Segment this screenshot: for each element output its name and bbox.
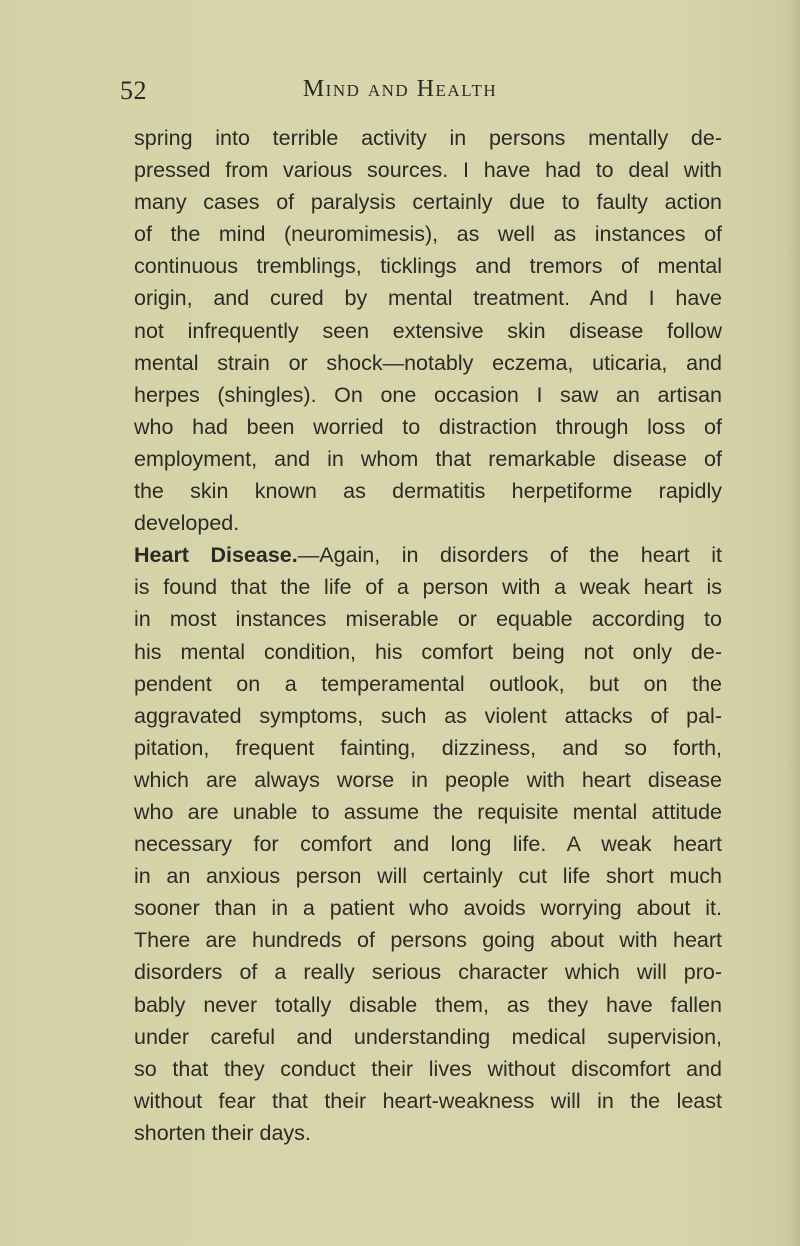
text-line: so that they conduct their lives without discomfort and (134, 1056, 722, 1081)
text-line: continuous tremblings, ticklings and tremors of mental (134, 254, 722, 279)
text-line: bably never totally disable them, as they have fallen (134, 992, 722, 1017)
text-line: in most instances miserable or equable according to (134, 607, 722, 632)
text-line: under careful and understanding medical supervision, (134, 1024, 722, 1049)
section-sidehead: Heart Disease. (134, 543, 298, 568)
page-number: 52 (120, 76, 147, 105)
text-line: which are always worse in people with heart disease (134, 767, 722, 792)
body-text (134, 122, 722, 1149)
text-line: who had been worried to distraction through loss of (134, 414, 722, 439)
text-line: pressed from various sources. I have had to deal with (134, 158, 722, 183)
running-head: Mind and Health (302, 76, 498, 102)
paragraph-2 (134, 539, 722, 1149)
text-line: necessary for comfort and long life. A weak heart (134, 832, 722, 857)
text-line: many cases of paralysis certainly due to faulty action (134, 190, 722, 215)
text-line: of the mind (neuromimesis), as well as instances of (134, 222, 722, 247)
text-line: pitation, frequent fainting, dizziness, and so forth, (134, 735, 722, 760)
text-line: is found that the life of a person with a weak heart is (134, 575, 722, 600)
text-line: There are hundreds of persons going about with heart (134, 928, 722, 953)
text-line: shorten their days. (134, 1120, 311, 1145)
text-line: who are unable to assume the requisite mental attitude (134, 799, 722, 824)
text-line: employment, and in whom that remarkable disease of (134, 446, 722, 471)
page-header (0, 66, 800, 106)
text-line: developed. (134, 511, 240, 536)
text-line: sooner than in a patient who avoids worrying about it. (134, 896, 722, 921)
text-line: spring into terrible activity in persons mentally de- (134, 126, 722, 150)
text-line: herpes (shingles). On one occasion I saw an artisan (134, 382, 722, 407)
page-edge-shadow (786, 0, 800, 1246)
text-line: mental strain or shock—notably eczema, uticaria, and (134, 350, 722, 375)
text-line: aggravated symptoms, such as violent attacks of pal- (134, 703, 722, 728)
paragraph-1 (134, 122, 722, 539)
text-line: in an anxious person will certainly cut life short much (134, 864, 722, 889)
text-line-rest: —Again, in disorders of the heart it (297, 543, 722, 568)
text-line: without fear that their heart-weakness will in the least (134, 1088, 722, 1113)
text-line: disorders of a really serious character which will pro- (134, 960, 722, 985)
text-line: not infrequently seen extensive skin disease follow (134, 318, 722, 343)
text-line: the skin known as dermatitis herpetiforme rapidly (134, 479, 722, 504)
text-line-with-sidehead (134, 539, 722, 571)
text-line: pendent on a temperamental outlook, but on the (134, 671, 722, 696)
text-line: origin, and cured by mental treatment. And I have (134, 286, 722, 311)
text-line: his mental condition, his comfort being not only de- (134, 639, 722, 664)
